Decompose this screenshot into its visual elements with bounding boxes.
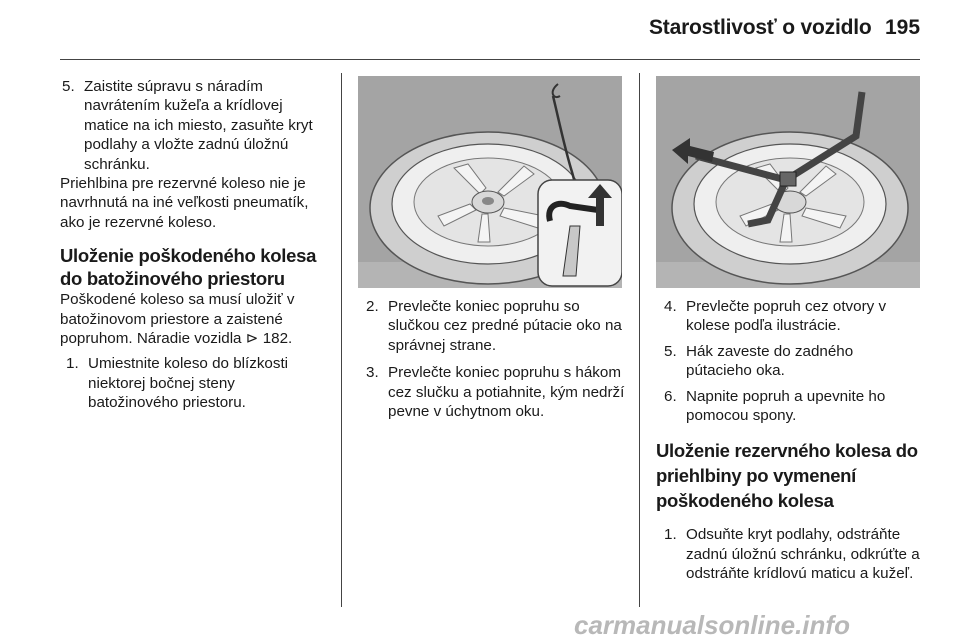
step-2: [366, 297, 626, 355]
header-rule: [60, 59, 920, 60]
step-text: Umiestnite koleso do blízkosti niektorej bočnej steny batožinového priestoru.: [88, 355, 289, 412]
step-number: 6.: [664, 387, 677, 405]
illustration-strap-through-front-eye: [358, 76, 622, 288]
step-text: Prevlečte koniec popruhu s hákom cez slučku a potiahnite, kým nedrží pevne v úchytnom oku.: [388, 364, 625, 421]
step-text: Odsuňte kryt podlahy, odstráňte zadnú úložnú schránku, odkrúťte a odstráňte krídlovú maticu a kužeľ.: [686, 526, 920, 583]
footer-watermark: carmanualsonline.info: [574, 610, 850, 640]
column-divider-left: [341, 73, 342, 607]
tyre-strap-illustration-1: [358, 76, 622, 288]
column-divider-right: [639, 73, 640, 607]
step-text: Napnite popruh a upevnite ho pomocou spony.: [686, 387, 886, 425]
step-text: Prevlečte popruh cez otvory v kolese podľa ilustrácie.: [686, 298, 887, 335]
step-text: Hák zaveste do zadného pútacieho oka.: [686, 342, 854, 380]
step-number: 5.: [664, 342, 677, 360]
step-text: Prevlečte koniec popruhu so slučkou cez predné pútacie oko na správnej strane.: [388, 298, 622, 354]
column-1: [62, 77, 328, 413]
section-heading: Uloženie rezervného kolesa do priehlbiny po vymenení poškodeného kolesa: [656, 440, 918, 512]
paragraph-text: Poškodené koleso sa musí uložiť v batožinovom priestore a zaistené popruhom. Náradie vozidla: [60, 291, 295, 348]
step-number: 1.: [664, 526, 677, 544]
page-number: 195: [885, 16, 921, 39]
step-number: 2.: [366, 298, 379, 315]
paragraph-damaged-wheel: [60, 290, 328, 348]
step-5: [62, 77, 328, 174]
section-heading: Uloženie poškodeného kolesa do batožinového priestoru: [60, 245, 317, 290]
illustration-strap-through-wheel: [656, 76, 920, 288]
step-number: 1.: [66, 355, 79, 373]
column-3: [656, 297, 922, 584]
paragraph-spare-wheel-well: Priehlbina pre rezervné koleso nie je navrhnutá na iné veľkosti pneumatík, ako je rezervné koleso.: [60, 175, 309, 231]
step-number: 5.: [62, 78, 75, 95]
column-2: [366, 297, 626, 421]
step-4: [664, 297, 922, 336]
reference-page: 182.: [262, 330, 293, 348]
step-5: [664, 342, 922, 381]
step-3: [366, 363, 626, 421]
step-1: [66, 354, 328, 412]
tyre-strap-illustration-2: [656, 76, 920, 288]
step-number: 3.: [366, 364, 379, 382]
step-text: Zaistite súpravu s náradím navrátením kužeľa a krídlovej matice na ich miesto, zasuňte kryt podlahy a vložte zadnú úložnú schránku.: [84, 78, 313, 173]
step-1: [664, 525, 922, 583]
reference-arrow-icon: ⊳: [245, 330, 259, 348]
header-title: Starostlivosť o vozidlo: [649, 16, 872, 39]
step-6: [664, 387, 922, 426]
step-number: 4.: [664, 298, 677, 315]
